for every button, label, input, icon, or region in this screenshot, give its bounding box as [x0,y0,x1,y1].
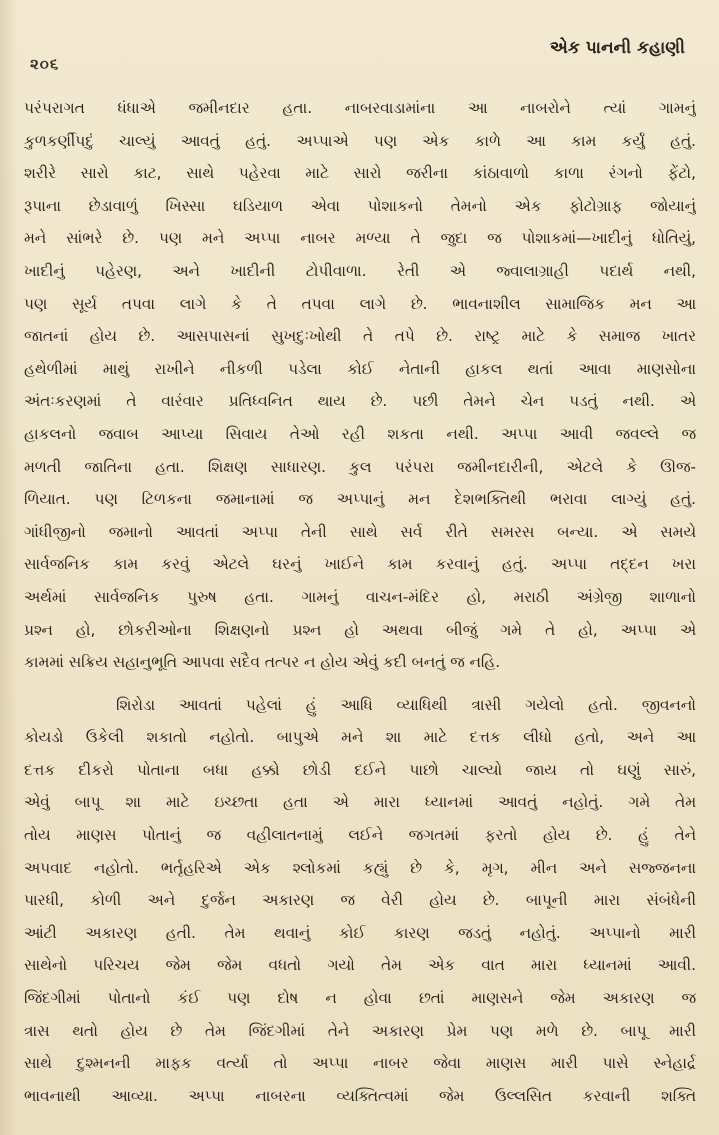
paragraph-1 [24,92,696,679]
text-line: મળતી જાતિના હતા. શિક્ષણ સાધારણ. કુલ પરંપરા જમીનદારીની, એટલે કે ઊજ- [24,457,696,476]
text-line: રૂપાના છેડાવાળું ખિસ્સા ઘડિયાળ એવા પોશાકનો તેમનો એક ફોટોગ્રાફ જોયાનું [24,196,696,215]
text-line: ળિયાત. પણ ટિળકના જમાનામાં જ અપ્પાનું મન દેશભક્તિથી ભરાવા લાગ્યું હતું. [24,490,696,509]
text-line: ખાદીનું પહેરણ, અને ખાદીની ટોપીવાળા. રેતી એ જ્વાલાગ્રાહી પદાર્થ નથી, [24,261,696,280]
text-line: પારધી, કોળી અને દુર્જન અકારણ જ વેરી હોય છે. બાપૂની મારા સંબંધેની [24,891,696,910]
text-line: સાર્વજનિક કામ કરવું એટલે ઘરનું ખાઈને કામ કરવાનું હતું. અપ્પા તદ્દન ખરા [24,555,696,574]
page-number: ૨૦૬ [30,55,60,73]
text-line: એવું બાપૂ શા માટે ઇચ્છતા હતા એ મારા ધ્યાનમાં આવતું નહોતું. ગમે તેમ [24,793,696,812]
text-line: હાકલનો જવાબ આપ્યા સિવાય તેઓ રહી શકતા નથી. અપ્પા આવી જવલ્લે જ [24,424,696,443]
text-line: અપવાદ નહોતો. ભર્તૃહરિએ એક શ્લોકમાં કહ્યું છે કે, મૃગ, મીન અને સજ્જનના [24,858,696,877]
text-line: આંટી અકારણ હતી. તેમ થવાનું કોઈ કારણ જડતું નહોતું. અપ્પાનો મારી [24,923,696,942]
text-line: ગાંધીજીનો જમાનો આવતાં અપ્પા તેની સાથે સર્વ રીતે સમરસ બન્યા. એ સમયે [24,522,696,541]
running-title: એક પાનની કહાણી [549,38,685,58]
text-line: પરંપરાગત ધંધાએ જમીનદાર હતા. નાબરવાડામાંના આ નાબરોને ત્યાં ગામનું [24,99,696,117]
text-line: અર્થમાં સાર્વજનિક પુરુષ હતા. ગામનું વાચન-મંદિર હો, મરાઠી અંગ્રેજી શાળાનો [24,587,696,606]
text-line: કુળકર્ણીપદું ચાલ્યું આવતું હતું. અપ્પાએ પણ એક કાળે આ કામ કર્યું હતું. [24,131,696,150]
text-line: અંતઃકરણમાં તે વારંવાર પ્રતિધ્વનિત થાય છે. પછી તેમને ચેન પડતું નથી. એ [24,392,696,411]
body-text [24,92,696,1112]
text-line: સાથે દુશ્મનની માફક વર્ત્યા તો અપ્પા નાબર જેવા માણસ મારી પાસે સ્નેહાર્દ્ર [24,1054,696,1073]
text-line: પણ સૂર્ય તપવા લાગે કે તે તપવા લાગે છે. ભાવનાશીલ સામાજિક મન આ [24,294,696,313]
paragraph-2 [24,689,696,1113]
text-line: કામમાં સક્રિય સહાનુભૂતિ આપવા સદૈવ તત્પર ન હોય એવું કદી બનતું જ નહિ. [24,653,501,672]
text-line: ભાવનાથી આવ્યા. અપ્પા નાબરના વ્યક્તિત્વમાં જેમ ઉલ્લસિત કરવાની શક્તિ [24,1086,696,1105]
text-line: જાતનાં હોય છે. આસપાસનાં સુખદુઃખોથી તે તપે છે. રાષ્ટ્ર માટે કે સમાજ ખાતર [24,327,696,346]
page-gutter-shadow [0,0,18,1135]
text-line: પ્રશ્ન હો, છોકરીઓના શિક્ષણનો પ્રશ્ન હો અથવા બીજું ગમે તે હો, અપ્પા એ [24,620,696,639]
text-line: ત્રાસ થતો હોય છે તેમ જિંદગીમાં તેને અકારણ પ્રેમ પણ મળે છે. બાપૂ મારી [24,1021,696,1040]
text-line: કોયડો ઉકેલી શકાતો નહોતો. બાપુએ મને શા માટે દત્તક લીધો હતો, અને આ [24,728,696,747]
text-line: જિંદગીમાં પોતાનો કંઈ પણ દોષ ન હોવા છતાં માણસને જેમ અકારણ જ [24,989,696,1008]
text-line: સાથેનો પરિચય જેમ જેમ વધતો ગયો તેમ એક વાત મારા ધ્યાનમાં આવી. [24,956,696,975]
text-line: મને સાંભરે છે. પણ મને અપ્પા નાબર મળ્યા તે જુદા જ પોશાકમાં—ખાદીનું ધોતિયું, [24,229,696,248]
text-line: દત્તક દીકરો પોતાના બધા હક્કો છોડી દઈને પાછો ચાલ્યો જાય તો ઘણું સારું, [24,760,696,779]
text-line: શરીરે સારો કાટ, સાથે પહેરવા માટે સારો જરીના કાંઠાવાળો કાળા રંગનો ફેંટો, [24,164,696,183]
text-line: શિરોડા આવતાં પહેલાં હું આધિ વ્યાધિથી ત્રાસી ગયેલો હતો. જીવનનો [116,695,696,714]
text-line: તોય માણસ પોતાનું જ વહીલાતનામું લઈને જગતમાં ફરતો હોય છે. હું તેને [24,826,696,845]
text-line: હથેળીમાં માથું રાખીને નીકળી પડેલા કોઈ નેતાની હાકલ થતાં આવા માણસોના [24,359,696,378]
